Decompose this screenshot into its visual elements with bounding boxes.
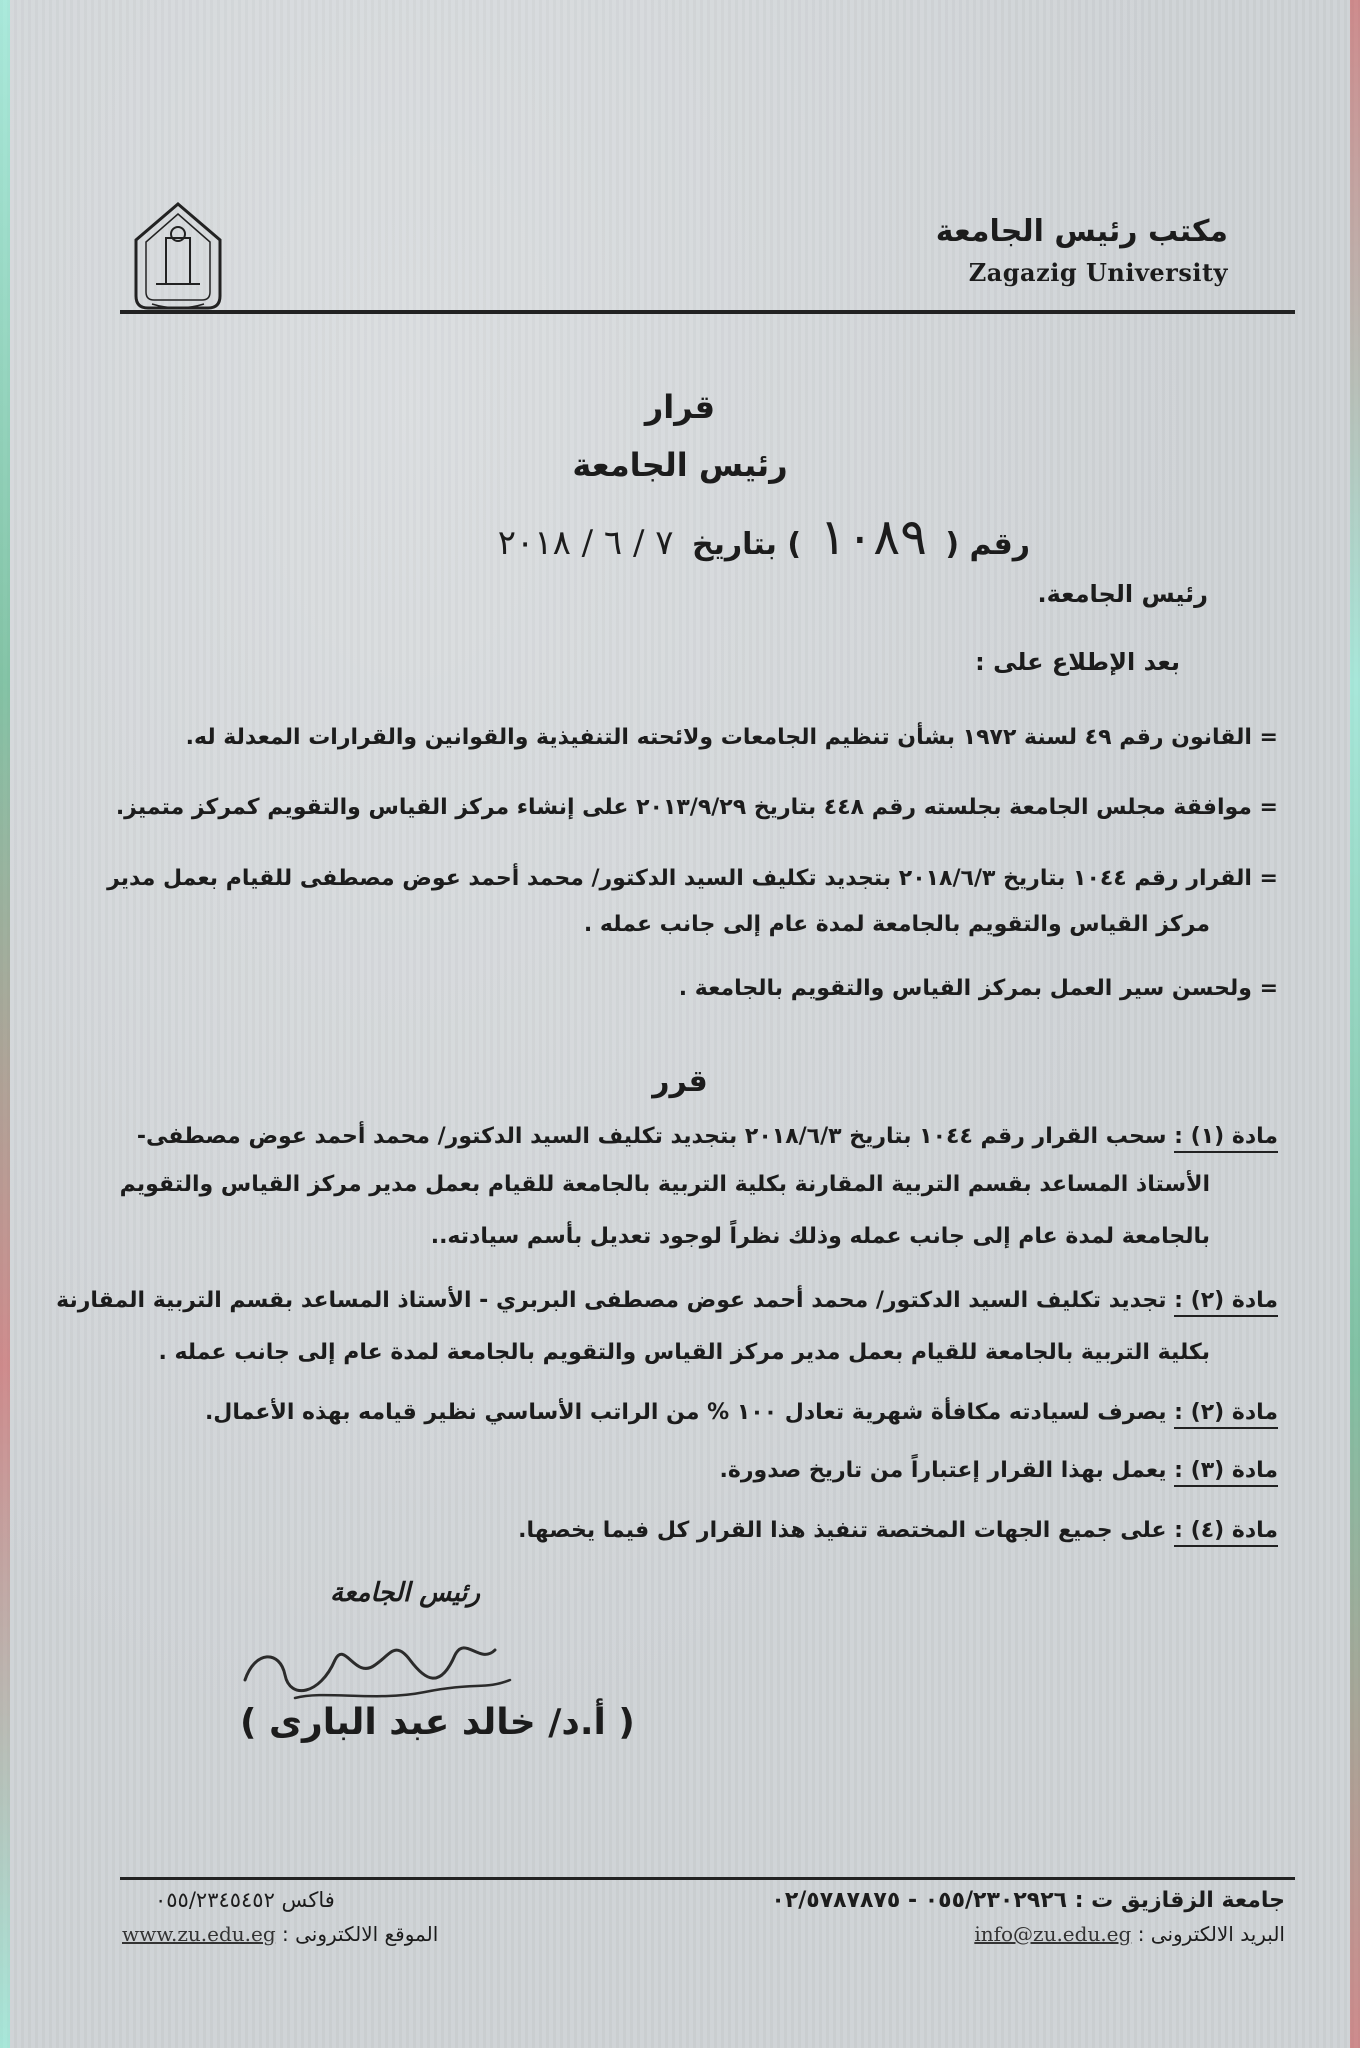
president-heading: رئيس الجامعة bbox=[572, 446, 788, 484]
article-text: بكلية التربية بالجامعة للقيام بعمل مدير مركز القياس والتقويم بالجامعة لمدة عام إلى جانب عمله . bbox=[158, 1340, 1210, 1365]
article-text: يعمل بهذا القرار إعتباراً من تاريخ صدورة. bbox=[719, 1458, 1167, 1483]
footer-email-line bbox=[974, 1922, 1285, 1946]
article-text: سحب القرار رقم ١٠٤٤ بتاريخ ٢٠١٨/٦/٣ بتجديد تكليف السيد الدكتور/ محمد أحمد عوض مصطفى- bbox=[136, 1124, 1167, 1149]
handwritten-signature bbox=[225, 1620, 525, 1710]
article-text: على جميع الجهات المختصة تنفيذ هذا القرار كل فيما يخصها. bbox=[518, 1518, 1167, 1543]
number-label: رقم ( bbox=[945, 527, 1030, 562]
decision-heading: قرار bbox=[644, 388, 716, 426]
email-label: البريد الالكترونى : bbox=[1137, 1922, 1285, 1946]
article-label: مادة (٣) : bbox=[1174, 1458, 1278, 1487]
scan-edge-left bbox=[0, 0, 10, 2048]
article-text: تجديد تكليف السيد الدكتور/ محمد أحمد عوض مصطفى البربري - الأستاذ المساعد بقسم التربية المقارنة bbox=[56, 1288, 1167, 1313]
article-line bbox=[205, 1400, 1278, 1425]
footer-divider bbox=[120, 1877, 1295, 1880]
review-item: = القانون رقم ٤٩ لسنة ١٩٧٢ بشأن تنظيم الجامعات ولائحته التنفيذية والقوانين والقرارات المعدلة له. bbox=[185, 725, 1278, 750]
website-label: الموقع الالكترونى : bbox=[282, 1922, 439, 1946]
article-label: مادة (٢) : bbox=[1174, 1400, 1278, 1429]
president-line: رئيس الجامعة. bbox=[1037, 580, 1208, 608]
article-line bbox=[720, 1458, 1278, 1483]
review-item: = ولحسن سير العمل بمركز القياس والتقويم بالجامعة . bbox=[678, 976, 1278, 1001]
date-label: ) بتاريخ bbox=[691, 527, 802, 562]
decision-date: ٧ / ٦ / ٢٠١٨ bbox=[497, 523, 674, 563]
scan-edge-right bbox=[1350, 0, 1360, 2048]
footer-website-line bbox=[122, 1922, 438, 1946]
website-link[interactable]: www.zu.edu.eg bbox=[122, 1922, 276, 1946]
email-link[interactable]: info@zu.edu.eg bbox=[974, 1922, 1132, 1946]
signatory-name: ( أ.د/ خالد عبد البارى ) bbox=[240, 1702, 635, 1743]
signatory-title: رئيس الجامعة bbox=[330, 1578, 481, 1608]
header-divider bbox=[120, 310, 1295, 314]
article-line bbox=[137, 1124, 1278, 1149]
article-label: مادة (١) : bbox=[1174, 1124, 1278, 1153]
article-line bbox=[431, 1224, 1210, 1249]
article-label: مادة (٤) : bbox=[1174, 1518, 1278, 1547]
article-text: بالجامعة لمدة عام إلى جانب عمله وذلك نظراً لوجود تعديل بأسم سيادته.. bbox=[430, 1224, 1210, 1249]
article-text: الأستاذ المساعد بقسم التربية المقارنة بكلية التربية بالجامعة للقيام بعمل مدير مركز القياس والتقويم bbox=[119, 1172, 1210, 1197]
zagazig-university-logo bbox=[122, 200, 234, 318]
decision-number: ١٠٨٩ bbox=[819, 508, 927, 566]
decided-heading: قرر bbox=[652, 1064, 708, 1099]
review-item-continued: مركز القياس والتقويم بالجامعة لمدة عام إلى جانب عمله . bbox=[583, 912, 1210, 937]
office-title-arabic: مكتب رئيس الجامعة bbox=[935, 214, 1228, 249]
after-review-line: بعد الإطلاع على : bbox=[975, 648, 1180, 676]
review-item: = موافقة مجلس الجامعة بجلسته رقم ٤٤٨ بتاريخ ٢٠١٣/٩/٢٩ على إنشاء مركز القياس والتقويم كمركز متميز. bbox=[115, 795, 1278, 820]
article-line bbox=[158, 1340, 1210, 1365]
footer-fax: فاكس ٠٥٥/٢٣٤٥٤٥٢ bbox=[155, 1888, 335, 1912]
article-line bbox=[56, 1288, 1278, 1313]
review-item: = القرار رقم ١٠٤٤ بتاريخ ٢٠١٨/٦/٣ بتجديد تكليف السيد الدكتور/ محمد أحمد عوض مصطفى للقيام بعمل مدير bbox=[107, 866, 1278, 891]
article-line bbox=[518, 1518, 1278, 1543]
article-line bbox=[120, 1172, 1210, 1197]
office-title-english: Zagazig University bbox=[968, 258, 1228, 287]
article-label: مادة (٢) : bbox=[1174, 1288, 1278, 1317]
article-text: يصرف لسيادته مكافأة شهرية تعادل ١٠٠ % من الراتب الأساسي نظير قيامه بهذه الأعمال. bbox=[204, 1400, 1167, 1425]
footer-university-phone: جامعة الزقازيق ت : ٠٥٥/٢٣٠٢٩٢٦ - ٠٢/٥٧٨٧٨٧٥ bbox=[771, 1888, 1285, 1913]
decision-number-line bbox=[490, 508, 1030, 566]
